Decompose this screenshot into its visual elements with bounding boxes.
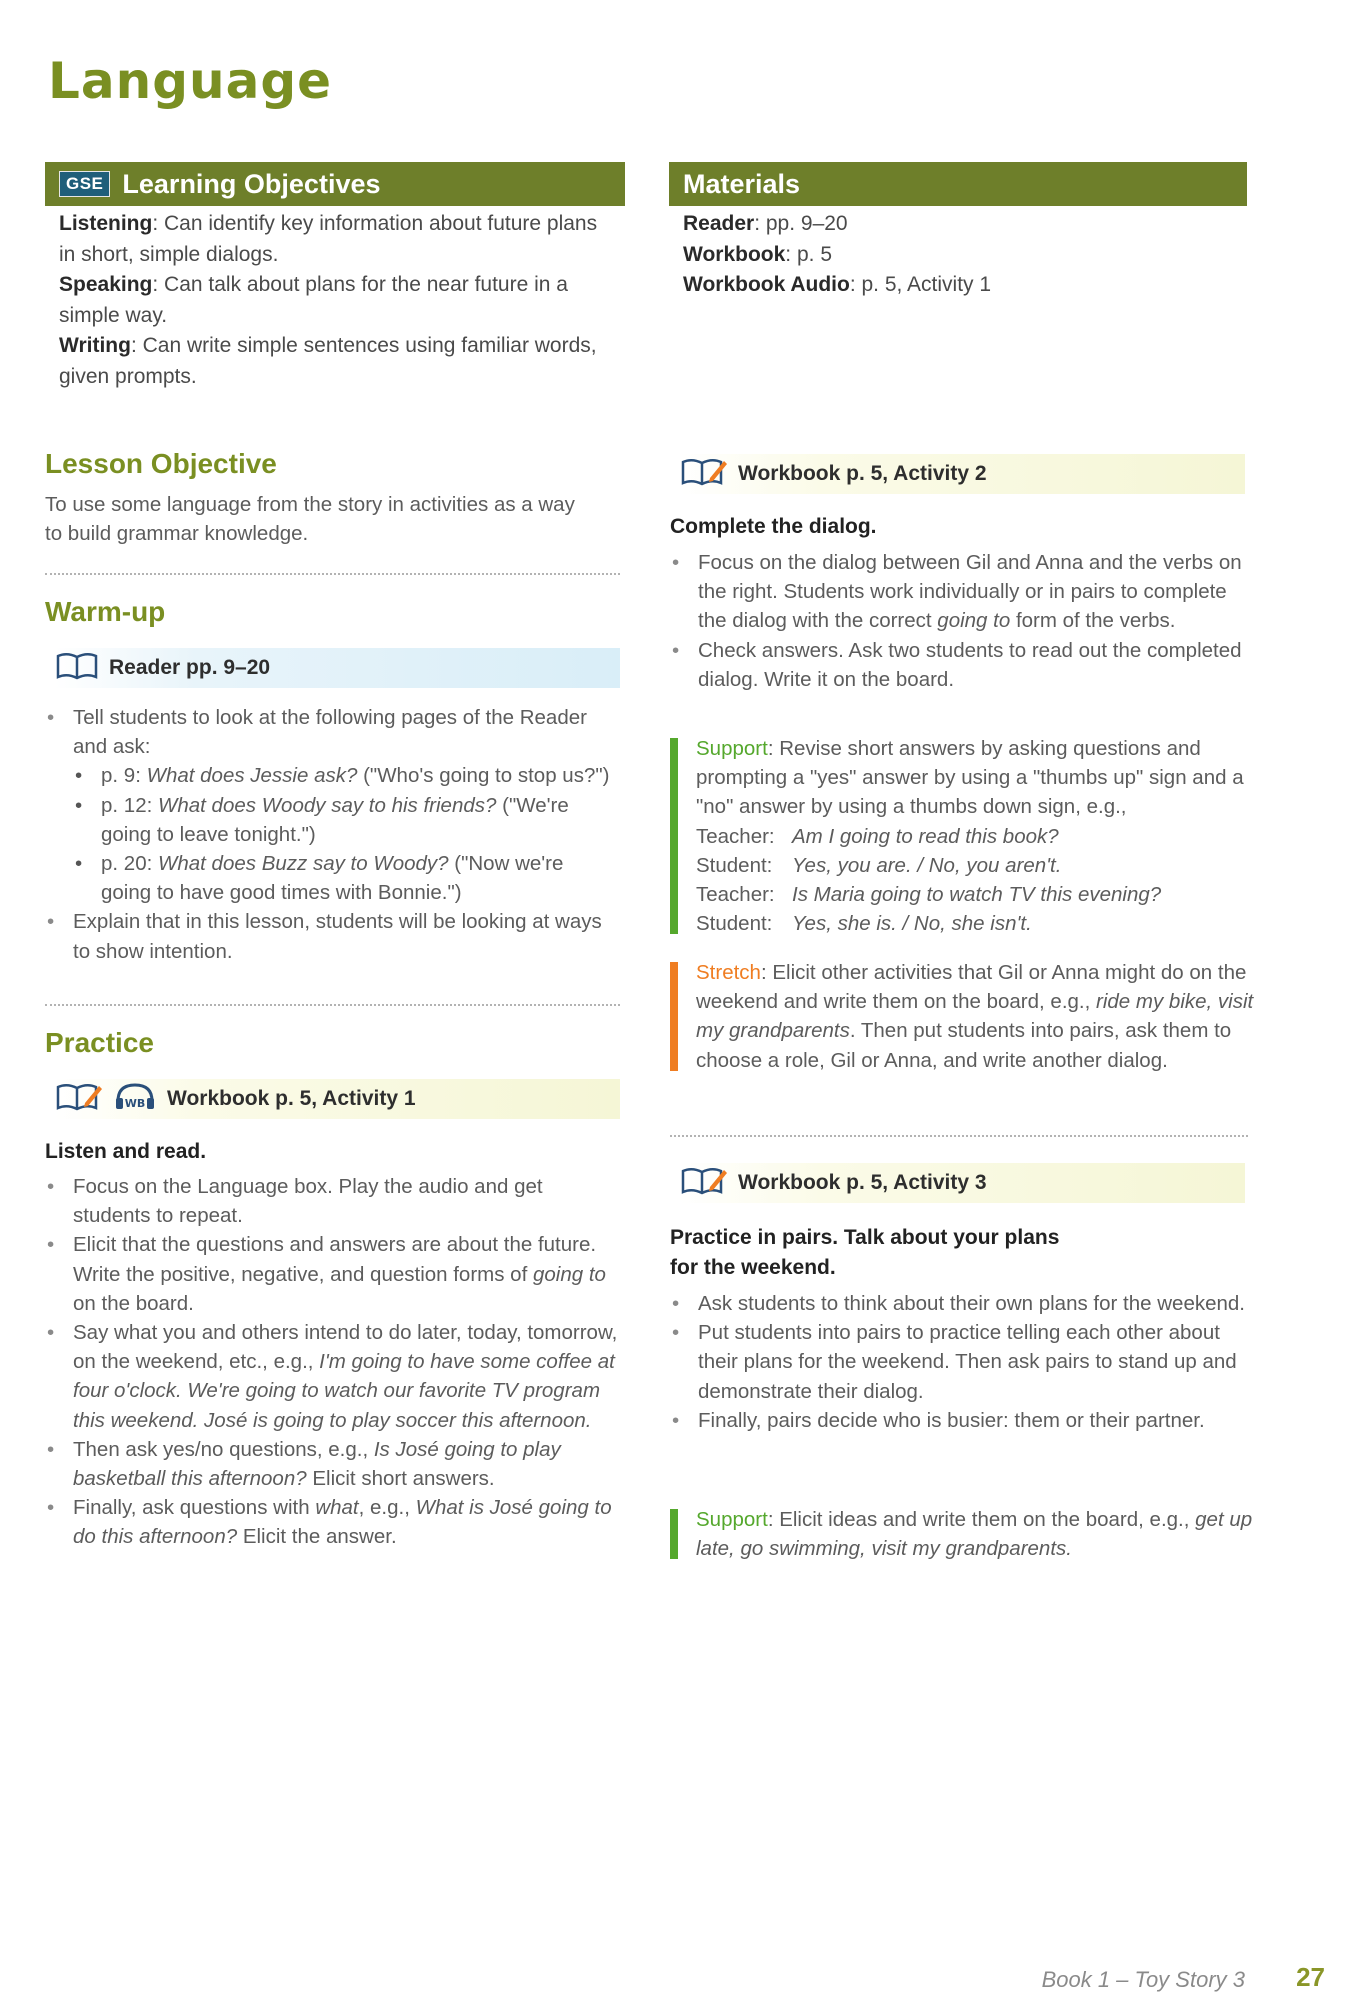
support-bar [670,1509,678,1559]
practice-resource-bar [55,1079,620,1119]
list-item: • Check answers. Ask two students to read out the completed dialog. Write it on the board. [670,636,1248,694]
list-item: • p. 9: What does Jessie ask? ("Who's going to stop us?") [73,761,615,790]
materials-header [669,162,1247,206]
activity2-resource-label: Workbook p. 5, Activity 2 [738,462,987,485]
learning-objectives-body [59,209,609,392]
warmup-heading: Warm-up [45,596,166,627]
list-item: • p. 20: What does Buzz say to Woody? ("Now we're going to have good times with Bonnie.") [73,849,615,907]
material-workbook-audio: Workbook Audio: p. 5, Activity 1 [683,273,992,296]
stretch-bar [670,962,678,1071]
practice-task: Listen and read. [45,1140,207,1163]
audio-headphones-icon [113,1081,157,1117]
lesson-objective-heading: Lesson Objective [45,448,277,479]
list-item: • Then ask yes/no questions, e.g., Is José going to play basketball this afternoon? Elicit short answers. [45,1435,620,1493]
audio-icon-label: WB [124,1097,146,1110]
learning-objectives-header [45,162,625,206]
material-reader: Reader: pp. 9–20 [683,212,848,235]
divider [45,573,620,575]
list-item: • Say what you and others intend to do later, today, tomorrow, on the weekend, etc., e.g., I'm going to have some coffee at four o'clock. We're going to watch our favorite TV program this weekend. José is going to play soccer this afternoon. [45,1318,620,1435]
warmup-sublist [73,761,615,907]
activity2-resource-bar [680,454,1245,494]
practice-list [45,1172,620,1552]
list-item: • Tell students to look at the following pages of the Reader and ask: • p. 9: What does Jessie ask? ("Who's going to stop us?") • p. 12: What does Woody say to his friends? ("We're going to leave tonight.") • p. 20: What does Buzz say to Woody? ("Now we're going to have good times with Bonnie.") [45,703,615,907]
list-item: • Focus on the dialog between Gil and Anna and the verbs on the right. Students work individually or in pairs to complete the dialog with the correct going to form of the verbs. [670,548,1248,636]
divider [670,1135,1248,1137]
page-number: 27 [1296,1962,1325,1992]
list-item: • Ask students to think about their own plans for the weekend. [670,1289,1248,1318]
support-bar [670,738,678,934]
dialog-line: Teacher: Am I going to read this book? [696,824,1059,848]
warmup-resource-label: Reader pp. 9–20 [109,656,271,679]
learning-objectives-title: Learning Objectives [122,168,381,199]
workbook-pencil-icon [55,1081,103,1117]
activity2-task: Complete the dialog. [670,515,877,538]
divider [45,1004,620,1006]
list-item: • Finally, ask questions with what, e.g., What is José going to do this afternoon? Elicit the answer. [45,1493,620,1551]
list-item: • Finally, pairs decide who is busier: them or their partner. [670,1406,1248,1435]
support-note: Support: Revise short answers by asking questions and prompting a "yes" answer by using a "thumbs up" sign and a "no" answer by using a thumbs down sign, e.g., Teacher: Am I going to read this book? Student: Yes, you are. / No, you aren't. Teacher: Is Maria going to watch TV this evening? Student: Yes, she is. / No, she isn't. [670,734,1271,938]
practice-heading: Practice [45,1027,154,1058]
activity3-resource-bar [680,1163,1245,1203]
support-label: Support [696,1508,768,1531]
material-workbook: Workbook: p. 5 [683,242,832,266]
dialog-line: Student: Yes, you are. / No, you aren't. [696,853,1062,877]
activity3-task: Practice in pairs. Talk about your plans for the weekend. [670,1226,1060,1279]
practice-resource-label: Workbook p. 5, Activity 1 [167,1087,416,1110]
list-item: • Focus on the Language box. Play the audio and get students to repeat. [45,1172,620,1230]
objective-listening: Listening: Can identify key information about future plans in short, simple dialogs. [59,212,598,266]
workbook-pencil-icon [680,1165,728,1201]
lesson-objective-text: To use some language from the story in activities as a way to build grammar knowledge. [45,493,575,545]
dialog-line: Student: Yes, she is. / No, she isn't. [696,912,1032,936]
list-item: • Put students into pairs to practice telling each other about their plans for the weekend. Then ask pairs to stand up and demonstrate their dialog. [670,1318,1248,1406]
stretch-note: Stretch: Elicit other activities that Gil or Anna might do on the weekend and write them on the board, e.g., ride my bike, visit my grandparents. Then put students into pairs, ask them to choose a role, Gil or Anna, and write another dialog. [670,958,1271,1075]
stretch-label: Stretch [696,961,761,984]
gse-badge: GSE [59,171,110,197]
objective-speaking: Speaking: Can talk about plans for the near future in a simple way. [59,273,568,327]
page-title: Language [48,52,333,110]
materials-title: Materials [683,168,801,199]
dialog-line: Teacher: Is Maria going to watch TV this evening? [696,883,1162,907]
support-note: Support: Elicit ideas and write them on the board, e.g., get up late, go swimming, visit my grandparents. [670,1505,1271,1563]
footer-book-title: Book 1 – Toy Story 3 [1041,1967,1245,1992]
workbook-pencil-icon [680,456,728,492]
book-icon [55,650,99,686]
objective-writing: Writing: Can write simple sentences using familiar words, given prompts. [59,334,597,388]
activity2-list [670,548,1248,694]
list-item: • p. 12: What does Woody say to his friends? ("We're going to leave tonight.") [73,791,615,849]
activity3-resource-label: Workbook p. 5, Activity 3 [738,1171,987,1194]
warmup-list [45,703,615,966]
list-item: • Explain that in this lesson, students will be looking at ways to show intention. [45,907,615,965]
list-item: • Elicit that the questions and answers are about the future. Write the positive, negative, and question forms of going to on the board. [45,1230,620,1318]
activity3-list [670,1289,1248,1435]
warmup-resource-bar [55,648,620,688]
materials-body [683,209,1223,301]
support-label: Support [696,737,768,760]
